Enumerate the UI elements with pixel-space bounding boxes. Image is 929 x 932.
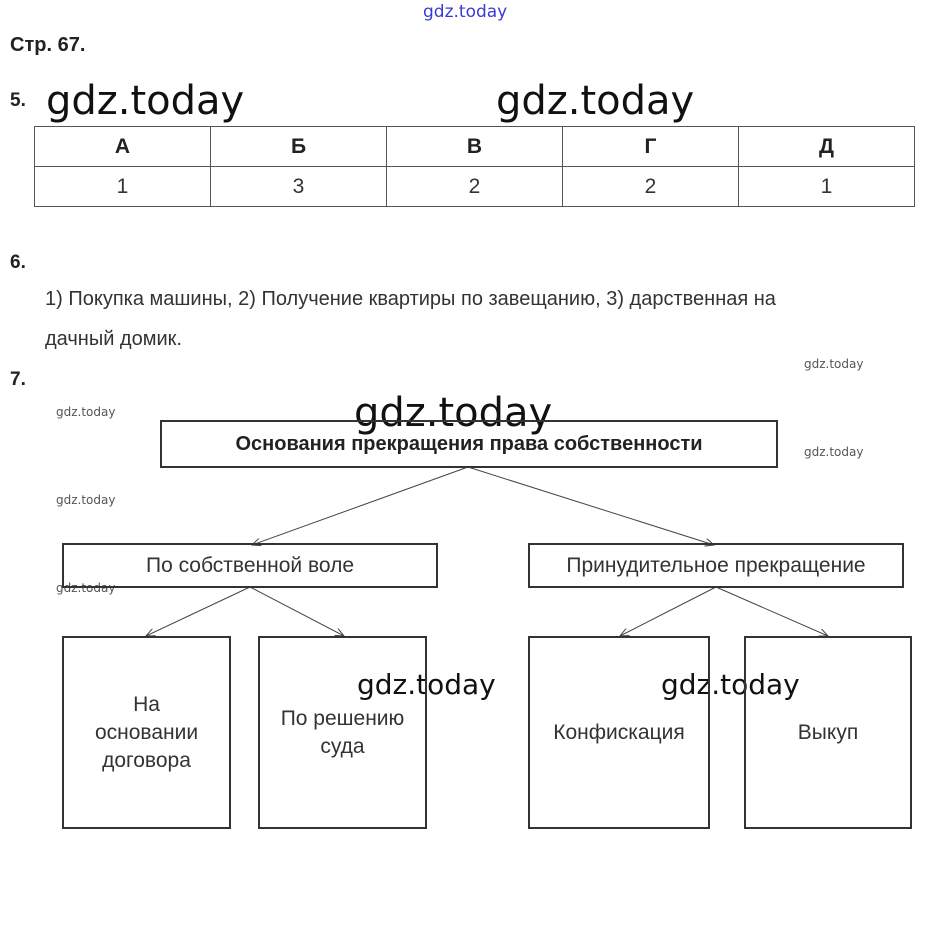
watermark-7: gdz.today bbox=[56, 493, 116, 507]
watermark-5: gdz.today bbox=[354, 390, 553, 436]
arrow-left-leaf2 bbox=[250, 587, 344, 636]
arrow-right-leaf3 bbox=[620, 587, 716, 636]
leaf-box-buyout: Выкуп bbox=[744, 636, 912, 829]
arrow-root-left bbox=[252, 467, 468, 545]
watermark-1: gdz.today bbox=[46, 78, 245, 124]
table-header-cell: Б bbox=[211, 127, 387, 167]
task7-number: 7. bbox=[10, 369, 26, 390]
table-header-cell: А bbox=[35, 127, 211, 167]
watermark-10: gdz.today bbox=[661, 668, 800, 701]
table-cell: 1 bbox=[35, 167, 211, 207]
arrow-root-right bbox=[468, 467, 714, 545]
task5-number: 5. bbox=[10, 90, 26, 111]
table-header-cell: В bbox=[387, 127, 563, 167]
task6-line-1: 1) Покупка машины, 2) Получение квартиры по завещанию, 3) дарственная на bbox=[45, 288, 776, 310]
watermark-9: gdz.today bbox=[357, 668, 496, 701]
task6-number: 6. bbox=[10, 252, 26, 273]
leaf-box-contract: На основании договора bbox=[62, 636, 231, 829]
table-cell: 2 bbox=[387, 167, 563, 207]
watermark-6: gdz.today bbox=[804, 445, 864, 459]
root-box: Основания прекращения права собственности bbox=[160, 420, 778, 468]
leaf-box-confiscation: Конфискация bbox=[528, 636, 710, 829]
right-branch-box: Принудительное прекращение bbox=[528, 543, 904, 588]
watermark-8: gdz.today bbox=[56, 581, 116, 595]
arrow-left-leaf1 bbox=[146, 587, 250, 636]
page-title: Стр. 67. bbox=[10, 34, 86, 56]
table-header-cell: Г bbox=[563, 127, 739, 167]
watermark-3: gdz.today bbox=[804, 357, 864, 371]
watermark-4: gdz.today bbox=[56, 405, 116, 419]
watermark-top: gdz.today bbox=[423, 2, 508, 22]
left-branch-box: По собственной воле bbox=[62, 543, 438, 588]
leaf-box-court: По решению суда bbox=[258, 636, 427, 829]
table-cell: 2 bbox=[563, 167, 739, 207]
arrow-right-leaf4 bbox=[716, 587, 828, 636]
task6-line-2: дачный домик. bbox=[45, 328, 182, 350]
table-cell: 1 bbox=[739, 167, 915, 207]
table-cell: 3 bbox=[211, 167, 387, 207]
watermark-2: gdz.today bbox=[496, 78, 695, 124]
table-header-cell: Д bbox=[739, 127, 915, 167]
